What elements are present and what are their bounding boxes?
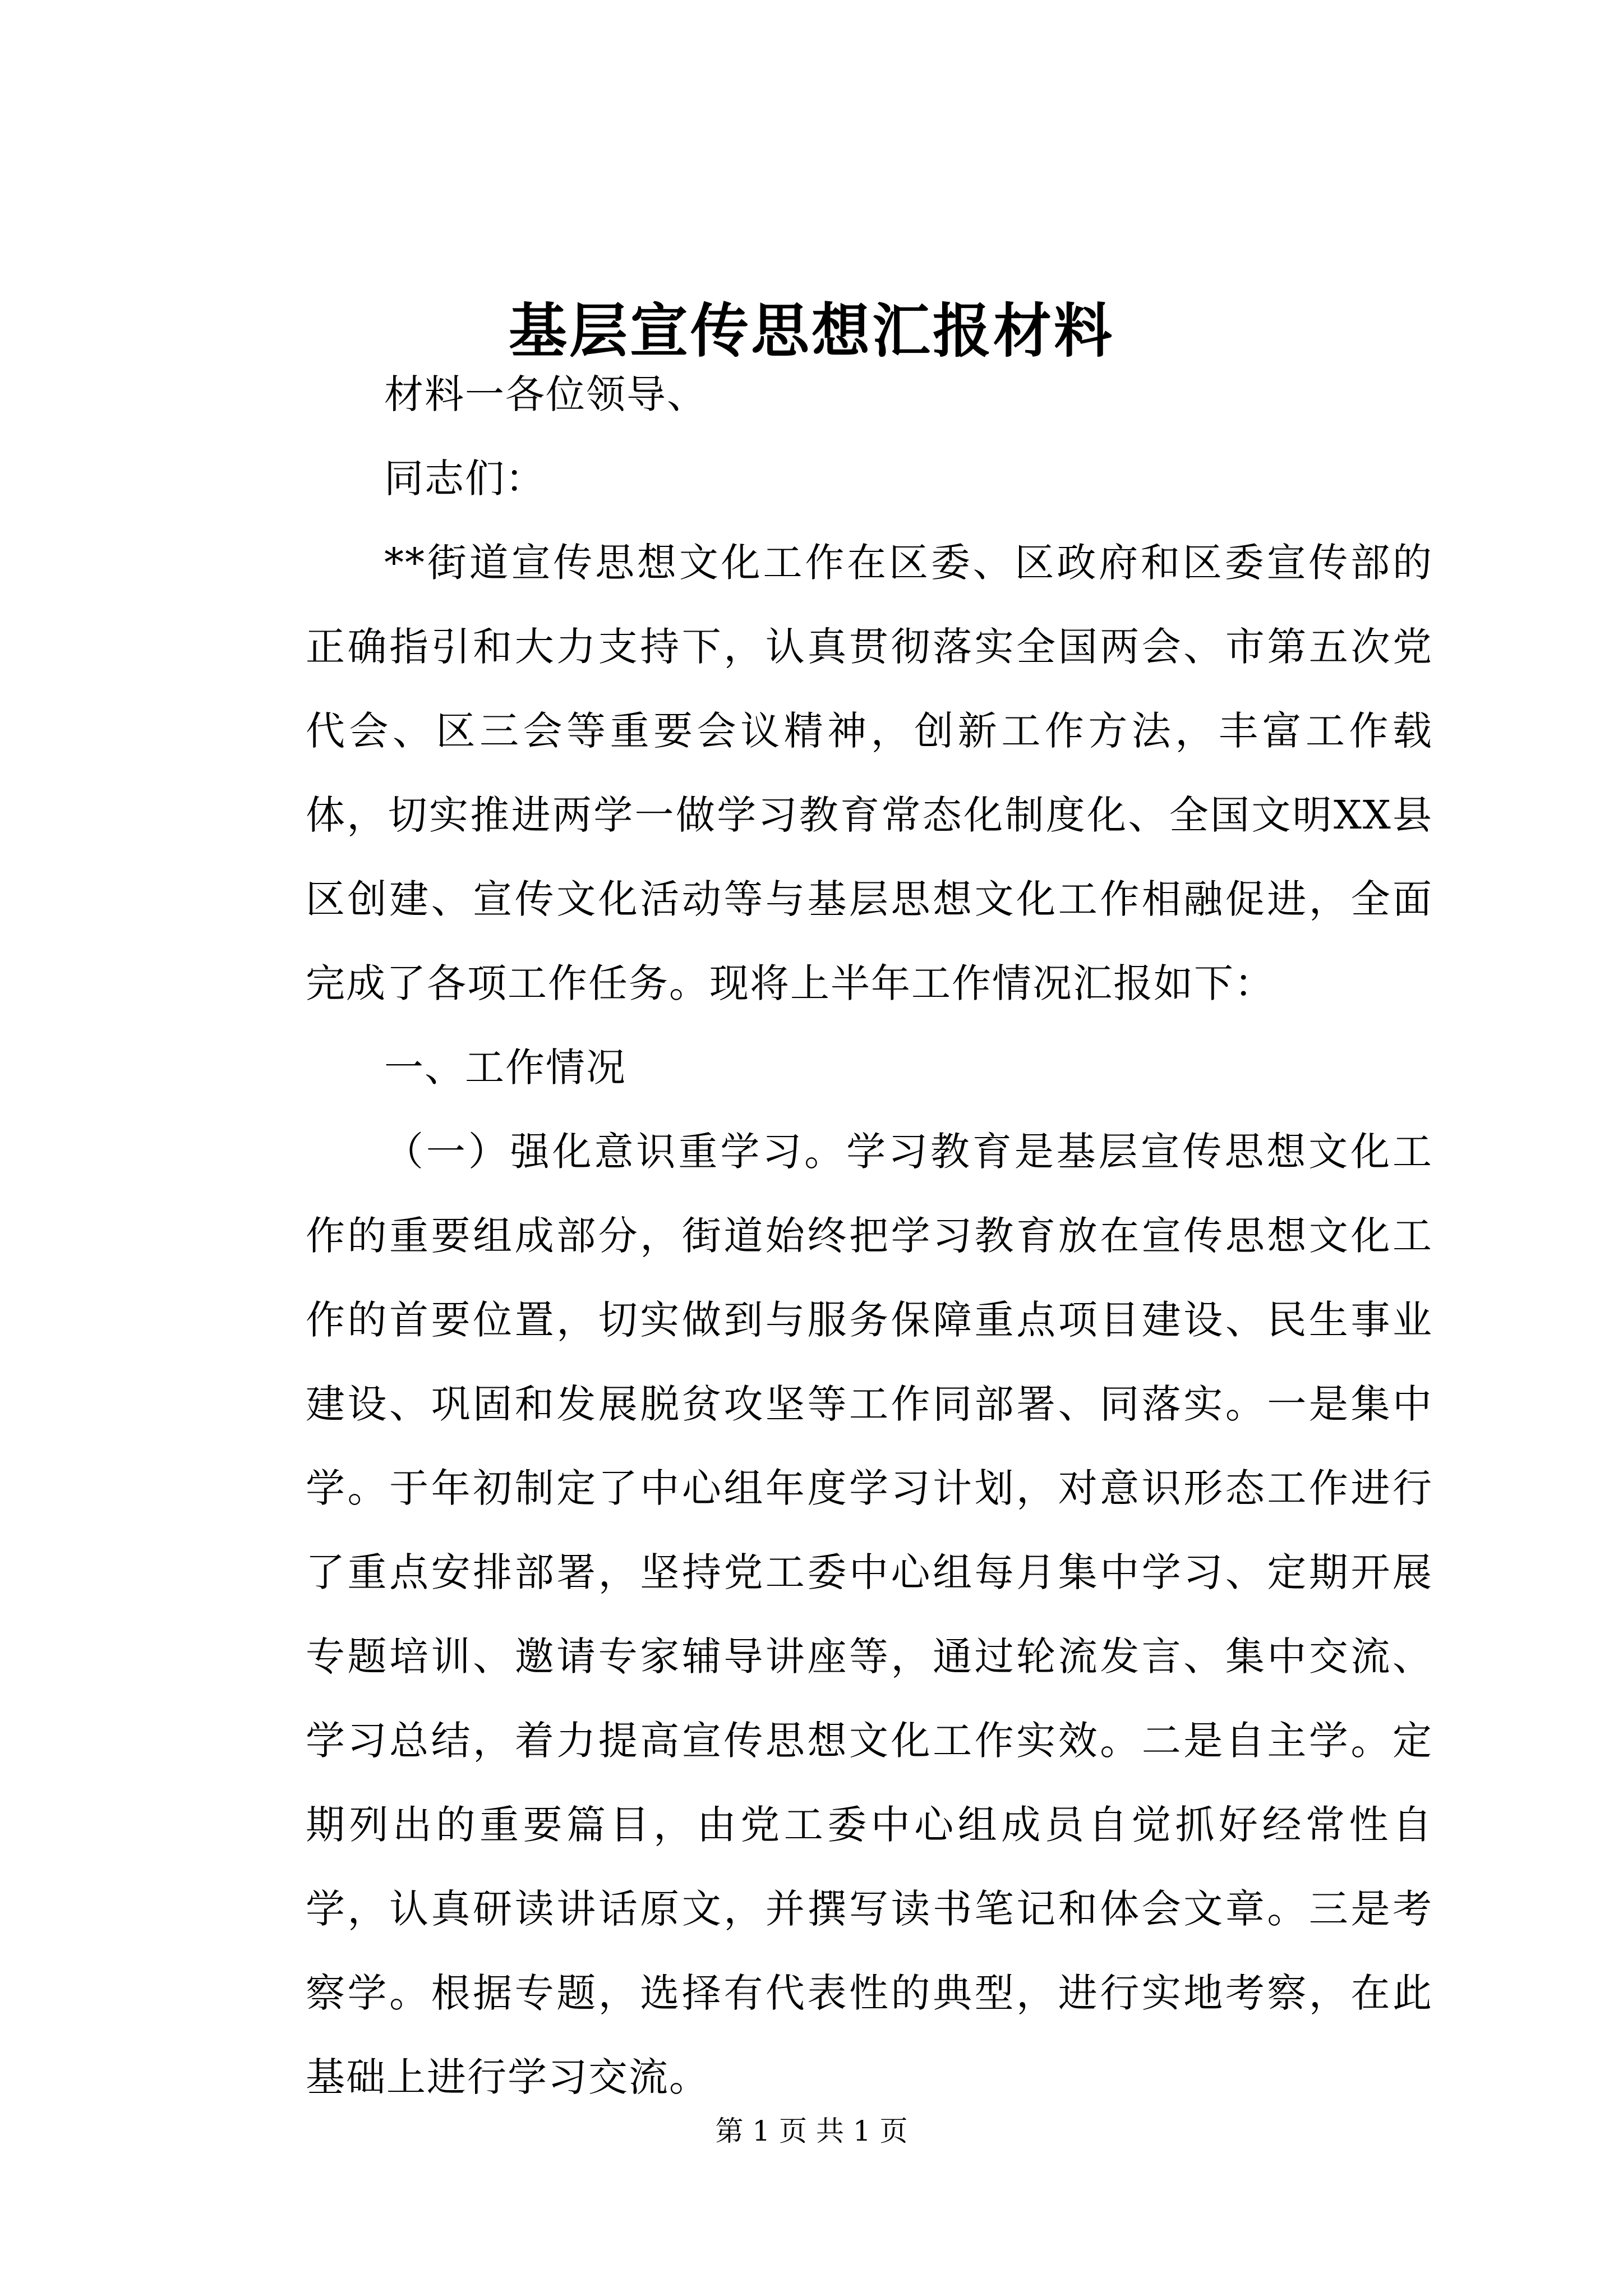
document-body (306, 352, 1433, 2119)
salutation-line-2: 同志们： (384, 455, 546, 501)
page-footer: 第 1 页 共 1 页 (715, 2115, 908, 2147)
section-paragraph: （一）强化意识重学习。学习教育是基层宣传思想文化工作的重要组成部分，街道始终把学习教育放在宣传思想文化工作的首要位置，切实做到与服务保障重点项目建设、民生事业建设、巩固和发展脱贫攻坚等工作同部署、同落实。一是集中学。于年初制定了中心组年度学习计划，对意识形态工作进行了重点安排部署，坚持党工委中心组每月集中学习、定期开展专题培训、邀请专家辅导讲座等，通过轮流发言、集中交流、学习总结，着力提高宣传思想文化工作实效。二是自主学。定期列出的重要篇目，由党工委中心组成员自觉抓好经常性自学，认真研读讲话原文，并撰写读书笔记和体会文章。三是考察学。根据专题，选择有代表性的典型，进行实地考察，在此基础上进行学习交流。 (306, 1129, 1433, 2100)
section-heading: 一、工作情况 (384, 1045, 626, 1091)
salutation-line-1: 材料一各位领导、 (384, 371, 707, 417)
intro-paragraph: **街道宣传思想文化工作在区委、区政府和区委宣传部的正确指引和大力支持下，认真贯彻落实全国两会、市第五次党代会、区三会等重要会议精神，创新工作方法，丰富工作载体，切实推进两学一做学习教育常态化制度化、全国文明XX县区创建、宣传文化活动等与基层思想文化工作相融促进，全面完成了各项工作任务。现将上半年工作情况汇报如下： (306, 540, 1433, 1006)
document-title: 基层宣传思想汇报材料 (508, 296, 1114, 365)
